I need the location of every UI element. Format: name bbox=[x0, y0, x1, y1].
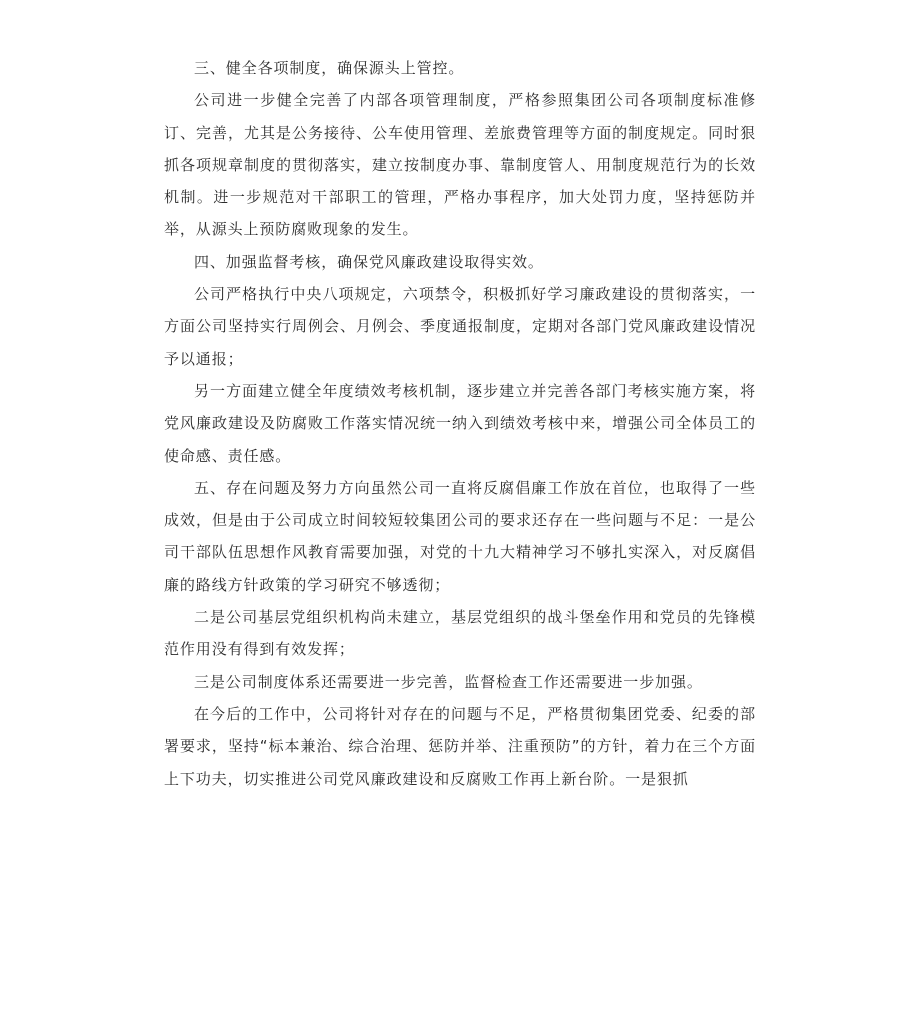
paragraph-future-work: 在今后的工作中，公司将针对存在的问题与不足，严格贯彻集团党委、纪委的部署要求，坚持“标本兼治、综合治理、惩防并举、注重预防”的方针，着力在三个方面上下功夫，切实推进公司党风廉政建设和反腐败工作再上新台阶。一是狠抓 bbox=[164, 704, 756, 788]
paragraph-performance-assessment: 另一方面建立健全年度绩效考核机制，逐步建立并完善各部门考核实施方案，将党风廉政建设及防腐败工作落实情况统一纳入到绩效考核中来，增强公司全体员工的使命感、责任感。 bbox=[164, 381, 756, 465]
paragraph-rules-system: 公司进一步健全完善了内部各项管理制度，严格参照集团公司各项制度标准修订、完善，尤其是公务接待、公车使用管理、差旅费管理等方面的制度规定。同时狠抓各项规章制度的贯彻落实，建立按制度办事、靠制度管人、用制度规范行为的长效机制。进一步规范对干部职工的管理，严格办事程序，加大处罚力度，坚持惩防并举，从源头上预防腐败现象的发生。 bbox=[164, 91, 756, 239]
section-heading-3: 三、健全各项制度，确保源头上管控。 bbox=[194, 59, 465, 77]
section-heading-4: 四、加强监督考核，确保党风廉政建设取得实效。 bbox=[194, 252, 544, 271]
paragraph-problem-three: 三是公司制度体系还需要进一步完善，监督检查工作还需要进一步加强。 bbox=[194, 672, 703, 691]
paragraph-problem-two: 二是公司基层党组织机构尚未建立，基层党组织的战斗堡垒作用和党员的先锋模范作用没有得到有效发挥； bbox=[164, 608, 756, 659]
paragraph-supervision: 公司严格执行中央八项规定，六项禁令，积极抓好学习廉政建设的贯彻落实，一方面公司坚持实行周例会、月例会、季度通报制度，定期对各部门党风廉政建设情况予以通报； bbox=[164, 285, 756, 368]
document-body bbox=[164, 52, 756, 795]
section-heading-5-problems: 五、存在问题及努力方向虽然公司一直将反腐倡廉工作放在首位，也取得了一些成效，但是由于公司成立时间较短较集团公司的要求还存在一些问题与不足：一是公司干部队伍思想作风教育需要加强，对党的十九大精神学习不够扎实深入，对反腐倡廉的路线方针政策的学习研究不够透彻； bbox=[164, 478, 756, 594]
